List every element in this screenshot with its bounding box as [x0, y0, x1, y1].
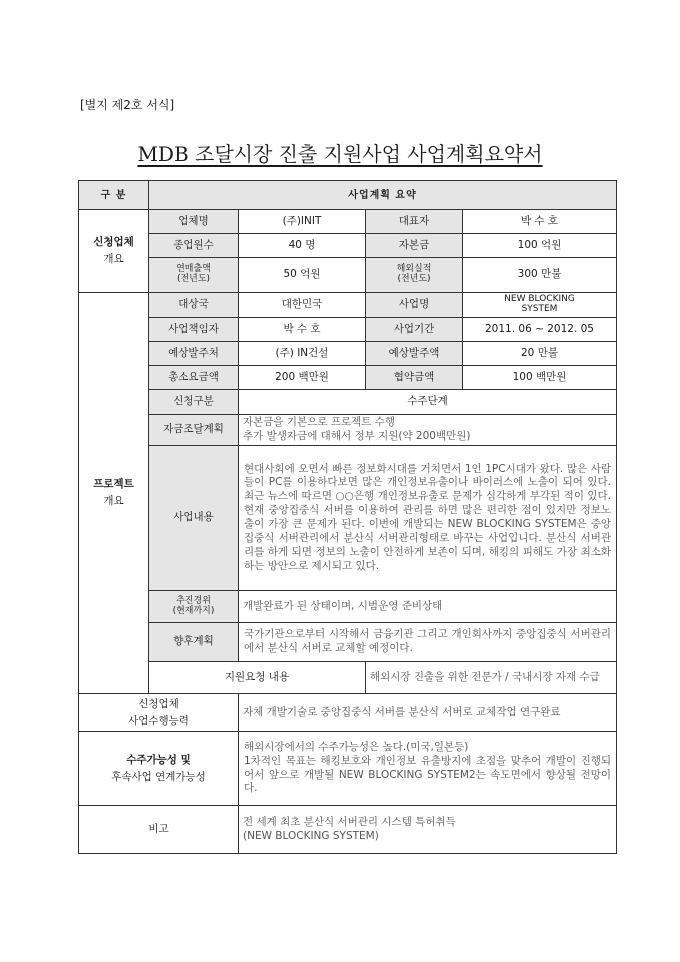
- feasibility-label-line-1: 수주가능성 및: [126, 753, 191, 766]
- capital-value: 100 억원: [463, 234, 617, 258]
- header-summary: 사업계획 요약: [149, 181, 617, 210]
- feasibility-value: [239, 732, 617, 806]
- project-name-label: 사업명: [366, 293, 463, 318]
- feasibility-label-line-2: 후속사업 연계가능성: [111, 770, 206, 783]
- agreed-amount-value: 100 백만원: [463, 366, 617, 390]
- table-row: [79, 694, 617, 732]
- project-name-line-2: SYSTEM: [521, 304, 558, 314]
- business-plan-summary-table: [78, 180, 617, 854]
- overseas-label-line-1: 해외실적: [396, 264, 432, 275]
- funding-line-1: 자본금을 기본으로 프로젝트 수행: [243, 416, 396, 429]
- header-category: 구 분: [79, 181, 149, 210]
- sales-label-line-2: (전년도): [176, 274, 211, 284]
- progress-label: [149, 591, 239, 623]
- sales-value: 50 억원: [239, 258, 366, 293]
- table-row: [79, 390, 617, 415]
- agreed-amount-label: 협약금액: [366, 366, 463, 390]
- capital-label: 자본금: [366, 234, 463, 258]
- project-name-value: [463, 293, 617, 318]
- capability-label-line-2: 사업수행능력: [128, 714, 189, 727]
- content-label: 사업내용: [149, 446, 239, 591]
- period-value: 2011. 06 ~ 2012. 05: [463, 318, 617, 342]
- table-row: [79, 366, 617, 390]
- capability-label: [79, 694, 239, 732]
- order-amount-label: 예상발주액: [366, 342, 463, 366]
- applicant-section-sub: 개요: [103, 253, 124, 265]
- table-row: [79, 210, 617, 234]
- country-value: 대한민국: [239, 293, 366, 318]
- company-value: (주)INIT: [239, 210, 366, 234]
- table-row: [79, 591, 617, 623]
- table-header-row: [79, 181, 617, 210]
- table-row: [79, 318, 617, 342]
- application-type-label: 신청구분: [149, 390, 239, 415]
- table-row: [79, 446, 617, 591]
- progress-label-line-1: 추진경위: [176, 595, 211, 606]
- table-row: [79, 623, 617, 662]
- funding-label: 자금조달계획: [149, 415, 239, 446]
- table-row: [79, 234, 617, 258]
- manager-label: 사업책임자: [149, 318, 239, 342]
- sales-label: [149, 258, 239, 293]
- orderer-label: 예상발주처: [149, 342, 239, 366]
- table-row: [79, 342, 617, 366]
- feasibility-line-1: 해외시장에서의 수주가능성은 높다.(미국,일본등): [244, 740, 469, 753]
- future-plan-label: 향후계획: [149, 623, 239, 662]
- form-number-label: [별지 제2호 서식]: [80, 98, 175, 112]
- total-cost-label: 총소요금액: [149, 366, 239, 390]
- total-cost-value: 200 백만원: [239, 366, 366, 390]
- period-label: 사업기간: [366, 318, 463, 342]
- capability-value: 자체 개발기술로 중앙집중식 서버를 분산식 서버로 교체작업 연구완료: [239, 694, 617, 732]
- ceo-value: 박 수 호: [463, 210, 617, 234]
- feasibility-line-2: 1차적인 목표는 해킹보호와 개인정보 유출방지에 초점을 맞추어 개발이 진행되어서 앞으로 개발될 NEW BLOCKING SYSTEM2는 속도면에서 향상될 전망이다.: [244, 754, 612, 795]
- project-section-label: [79, 293, 149, 694]
- support-request-label: 지원요청 내용: [149, 662, 366, 694]
- funding-value: [239, 415, 617, 446]
- content-value: 현대사회에 오면서 빠른 정보화시대를 거치면서 1인 1PC시대가 왔다. 많은 사람들이 PC를 이용하다보면 많은 개인정보유출이나 바이러스에 노출이 되어 있다. 최근 뉴스에 따르면 ○○은행 개인정보유출로 문제가 심각하게 부각된 적이 있다. 현재 중앙집중식 서버를 이용하여 관리를 하면 많은 편리한 점이 있지만 정보노출이 가장 큰 문제가 된다. 이번에 개발되는 NEW BLOCKING SYSTEM은 중앙집중식 서버관리에서 분산식 서버관리형태로 바꾸는 사업입니다. 분산식 서버관리를 하게 되면 정보의 노출이 안전하게 보존이 되며, 해킹의 피해도 가장 최소화하는 방안으로 제시되고 있다.: [239, 446, 617, 591]
- table-row: [79, 293, 617, 318]
- overseas-label-line-2: (전년도): [397, 274, 431, 284]
- ceo-label: 대표자: [366, 210, 463, 234]
- applicant-section-label: [79, 210, 149, 293]
- overseas-value: 300 만불: [463, 258, 617, 293]
- feasibility-label: [79, 732, 239, 806]
- order-amount-value: 20 만불: [463, 342, 617, 366]
- remarks-label: 비고: [79, 806, 239, 854]
- progress-value: 개발완료가 된 상태이며, 시범운영 준비상태: [239, 591, 617, 623]
- progress-label-line-2: (현재까지): [172, 605, 215, 616]
- project-name-line-1: NEW BLOCKING: [504, 294, 575, 305]
- future-plan-value: 국가기관으로부터 시작해서 금융기관 그리고 개인회사까지 중앙집중식 서버관리에서 분산식 서버로 교체할 예정이다.: [239, 623, 617, 662]
- employees-label: 종업원수: [149, 234, 239, 258]
- orderer-value: (주) IN건설: [239, 342, 366, 366]
- applicant-section-title: 신청업체: [93, 236, 134, 249]
- table-row: [79, 662, 617, 694]
- manager-value: 박 수 호: [239, 318, 366, 342]
- country-label: 대상국: [149, 293, 239, 318]
- project-section-title: 프로젝트: [93, 478, 134, 491]
- application-type-value: 수주단계: [239, 390, 617, 415]
- overseas-label: [366, 258, 463, 293]
- capability-label-line-1: 신청업체: [138, 697, 179, 710]
- sales-label-line-1: 연매출액: [176, 264, 211, 275]
- remarks-line-1: 전 세계 최초 분산식 서버관리 시스템 특허취득: [243, 815, 456, 828]
- table-row: [79, 258, 617, 293]
- support-request-value: 해외시장 진출을 위한 전문가 / 국내시장 자재 수급: [366, 662, 617, 694]
- remarks-value: [239, 806, 617, 854]
- company-label: 업체명: [149, 210, 239, 234]
- funding-line-2: 추가 발생자금에 대해서 정부 지원(약 200백만원): [243, 430, 471, 442]
- table-row: [79, 415, 617, 446]
- table-row: [79, 806, 617, 854]
- project-section-sub: 개요: [103, 495, 124, 507]
- remarks-line-2: (NEW BLOCKING SYSTEM): [243, 829, 379, 842]
- document-title: MDB 조달시장 진출 지원사업 사업계획요약서: [137, 142, 543, 166]
- table-row: [79, 732, 617, 806]
- employees-value: 40 명: [239, 234, 366, 258]
